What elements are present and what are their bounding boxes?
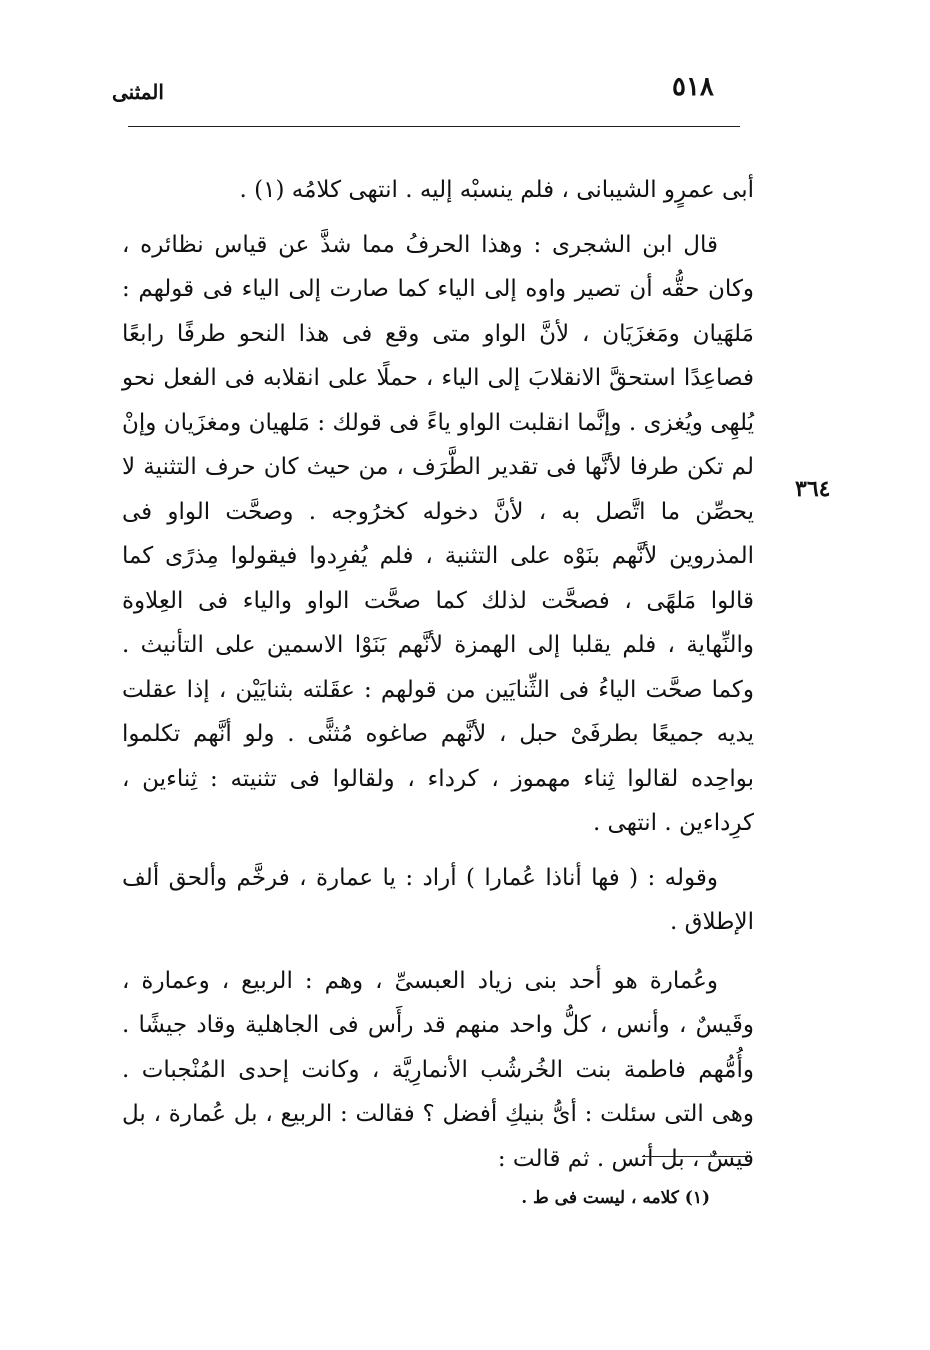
page-number: ٥١٨ <box>672 72 714 102</box>
paragraph-1: أبى عمرٍو الشيبانى ، فلم ينسبْه إليه . انتهى كلامُه (١) . <box>239 177 754 203</box>
main-text <box>122 168 754 1181</box>
margin-page-reference: ٣٦٤ <box>795 476 831 502</box>
footnote-divider <box>642 1156 750 1157</box>
paragraph-2: قال ابن الشجرى : وهذا الحرفُ مما شذَّ عن قياس نظائره ، وكان حقُّه أن تصير واوه إلى الياء كما صارت إلى الياء فى قولهم : مَلهَيان ومَغزَيَان ، لأنَّ الواو متى وقع فى هذا النحو طرفًا رابعًا فصاعِدًا استحقَّ الانقلابَ إلى الياء ، حملًا على انقلابه فى الفعل نحو يُلهِى ويُغزى . وإنَّما انقلبت الواو ياءً فى قولك : مَلهيان ومغزَيان وإنْ لم تكن طرفا لأنَّها فى تقدير الطَّرَف ، من حيث كان حرف التثنية لا يحصِّن ما اتَّصل به ، لأنَّ دخوله كخرُوجه . وصحَّت الواو فى المذروين لأنَّهم بنَوْه على التثنية ، فلم يُفرِدوا فيقولوا مِذرًى كما قالوا مَلهًى ، فصحَّت لذلك كما صحَّت الواو والياء فى العِلاوة والنِّهاية ، فلم يقلبا إلى الهمزة لأنَّهم بَنَوْا الاسمين على التأنيث . وكما صحَّت الياءُ فى الثِّنايَين من قولهم : عقَلته بثنايَيْن ، إذا عقلت يديه جميعًا بطرفَىْ حبل ، لأنَّهم صاغوه مُثنًّى . ولو أنَّهم تكلموا بواحِده لقالوا ثِناء مهموز ، كرداء ، ولقالوا فى تثنيته : ثِناءين ، كرِداءين . انتهى . <box>122 231 754 836</box>
paragraph-3: وقوله : ( فها أناذا عُمارا ) أراد : يا عمارة ، فرخَّم وألحق ألف الإطلاق . <box>122 864 754 935</box>
footnote: (١) كلامه ، ليست فى ط . <box>521 1188 710 1208</box>
header-divider <box>128 126 740 127</box>
running-title: المثنى <box>112 80 164 104</box>
paragraph-4: وعُمارة هو أحد بنى زياد العبسىِّ ، وهم : الربيع ، وعمارة ، وقَيسٌ ، وأنس ، كلُّ واحد منهم قد رأَس فى الجاهلية وقاد جيشًا . وأُمُّهم فاطمة بنت الخُرشُب الأنمارِيَّة ، وكانت إحدى المُنْجبات . وهى التى سئلت : أىُّ بنيكِ أفضل ؟ فقالت : الربيع ، بل عُمارة ، بل قيسٌ ، بل أنس . ثم قالت : <box>122 967 754 1172</box>
